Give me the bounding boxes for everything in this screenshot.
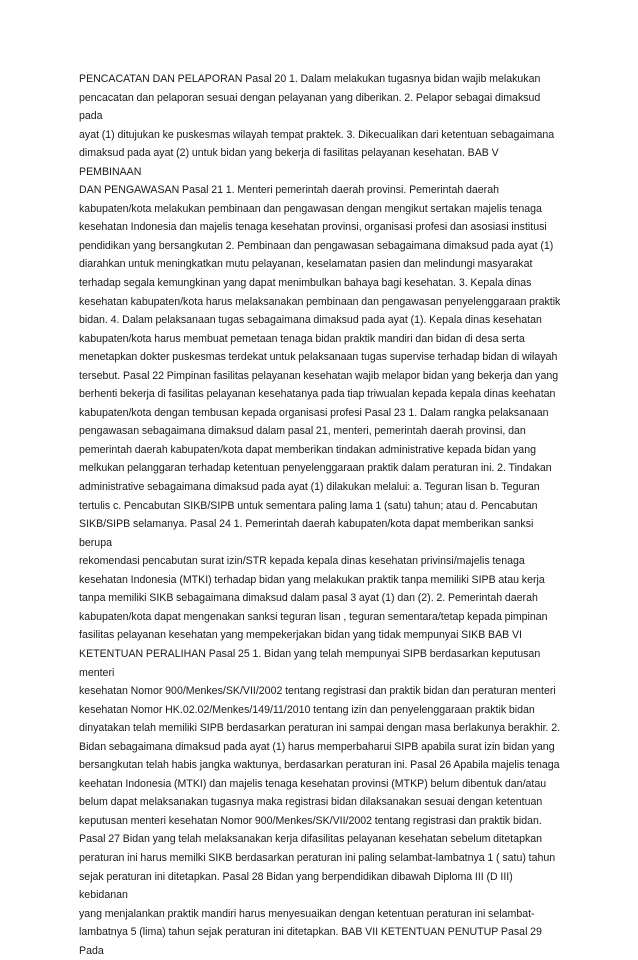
body-paragraph: PENCACATAN DAN PELAPORAN Pasal 20 1. Dalam melakukan tugasnya bidan wajib melakukan pencacatan dan pelaporan sesuai dengan pelayanan yang diberikan. 2. Pelapor sebagai dimaksud pada ayat (1) ditujukan ke puskesmas wilayah tempat praktek. 3. Dikecualikan dari ketentuan sebagaimana dimaksud pada ayat (2) untuk bidan yang bekerja di fasilitas pelayanan kesehatan. BAB V PEMBINAAN DAN PENGAWASAN Pasal 21 1. Menteri pemerintah daerah provinsi. Pemerintah daerah kabupaten/kota melakukan pembinaan dan pengawasan dengan mengikut sertakan majelis tenaga kesehatan Indonesia dan majelis tenaga kesehatan provinsi, organisasi profesi dan asosiasi institusi pendidikan yang bersangkutan 2. Pembinaan dan pengawasan sebagaimana dimaksud pada ayat (1) diarahkan untuk meningkatkan mutu pelayanan, keselamatan pasien dan melindungi masyarakat terhadap segala kemungkinan yang dapat menimbulkan bahaya bagi kesehatan. 3. Kepala dinas kesehatan kabupaten/kota harus melaksanakan pembinaan dan pengawasan penyelenggaraan praktik bidan. 4. Dalam pelaksanaan tugas sebagaimana dimaksud pada ayat (1). Kepala dinas kesehatan kabupaten/kota harus membuat pemetaan tenaga bidan praktik mandiri dan bidan di desa serta menetapkan dokter puskesmas terdekat untuk pelaksanaan tugas supervise terhadap bidan di wilayah tersebut. Pasal 22 Pimpinan fasilitas pelayanan kesehatan wajib melapor bidan yang bekerja dan yang berhenti bekerja di fasilitas pelayanan kesehatanya pada tiap triwualan kepada kepala dinas keehatan kabupaten/kota dengan tembusan kepada organisasi profesi Pasal 23 1. Dalam rangka pelaksanaan pengawasan sebagaimana dimaksud dalam pasal 21, menteri, pemerintah daerah provinsi, dan pemerintah daerah kabupaten/kota dapat memberikan tindakan administrative kepada bidan yang melkukan pelanggaran terhadap ketentuan penyelenggaraan praktik dalam peraturan ini. 2. Tindakan administrative sebagaimana dimaksud pada ayat (1) dilakukan melalui: a. Teguran lisan b. Teguran tertulis c. Pencabutan SIKB/SIPB untuk sementara paling lama 1 (satu) tahun; atau d. Pencabutan SIKB/SIPB selamanya. Pasal 24 1. Pemerintah daerah kabupaten/kota dapat memberikan sanksi berupa rekomendasi pencabutan surat izin/STR kepada kepala dinas kesehatan privinsi/majelis tenaga kesehatan Indonesia (MTKI) terhadap bidan yang melakukan praktik tanpa memiliki SIPB atau kerja tanpa memiliki SIKB sebagaimana dimaksud dalam pasal 3 ayat (1) dan (2). 2. Pemerintah daerah kabupaten/kota dapat mengenakan sanksi teguran lisan , teguran sementara/tetap kepada pimpinan fasilitas pelayanan kesehatan yang mempekerjakan bidan yang tidak mempunyai SIKB BAB VI KETENTUAN PERALIHAN Pasal 25 1. Bidan yang telah mempunyai SIPB berdasarkan keputusan menteri kesehatan Nomor 900/Menkes/SK/VII/2002 tentang registrasi dan praktik bidan dan peraturan menteri kesehatan Nomor HK.02.02/Menkes/149/11/2010 tentang izin dan penyelenggaraan praktik bidan dinyatakan telah memiliki SIPB berdasarkan peraturan ini sampai dengan masa berlakunya berakhir. 2. Bidan sebagaimana dimaksud pada ayat (1) harus memperbaharui SIPB apabila surat izin bidan yang bersangkutan telah habis jangka waktunya, berdasarkan peraturan ini. Pasal 26 Apabila majelis tenaga keehatan Indonesia (MTKI) dan majelis tenaga kesehatan provinsi (MTKP) belum dibentuk dan/atau belum dapat melaksanakan tugasnya maka registrasi bidan dilaksanakan sesuai dengan ketentuan keputusan menteri kesehatan Nomor 900/Menkes/SK/VII/2002 tentang registrasi dan praktik bidan. Pasal 27 Bidan yang telah melaksanakan kerja difasilitas pelayanan kesehatan sebelum ditetapkan peraturan ini harus memilki SIKB berdasarkan peraturan ini paling selambat-lambatnya 1 ( satu) tahun sejak peraturan ini ditetapkan. Pasal 28 Bidan yang berpendidikan dibawah Diploma III (D III) kebidanan yang menjalankan praktik mandiri harus menyesuaikan dengan ketentuan peraturan ini selambat- lambatnya 5 (lima) tahun sejak peraturan ini ditetapkan. BAB VII KETENTUAN PENUTUP Pasal 29 Pada — [79, 73, 561, 957]
